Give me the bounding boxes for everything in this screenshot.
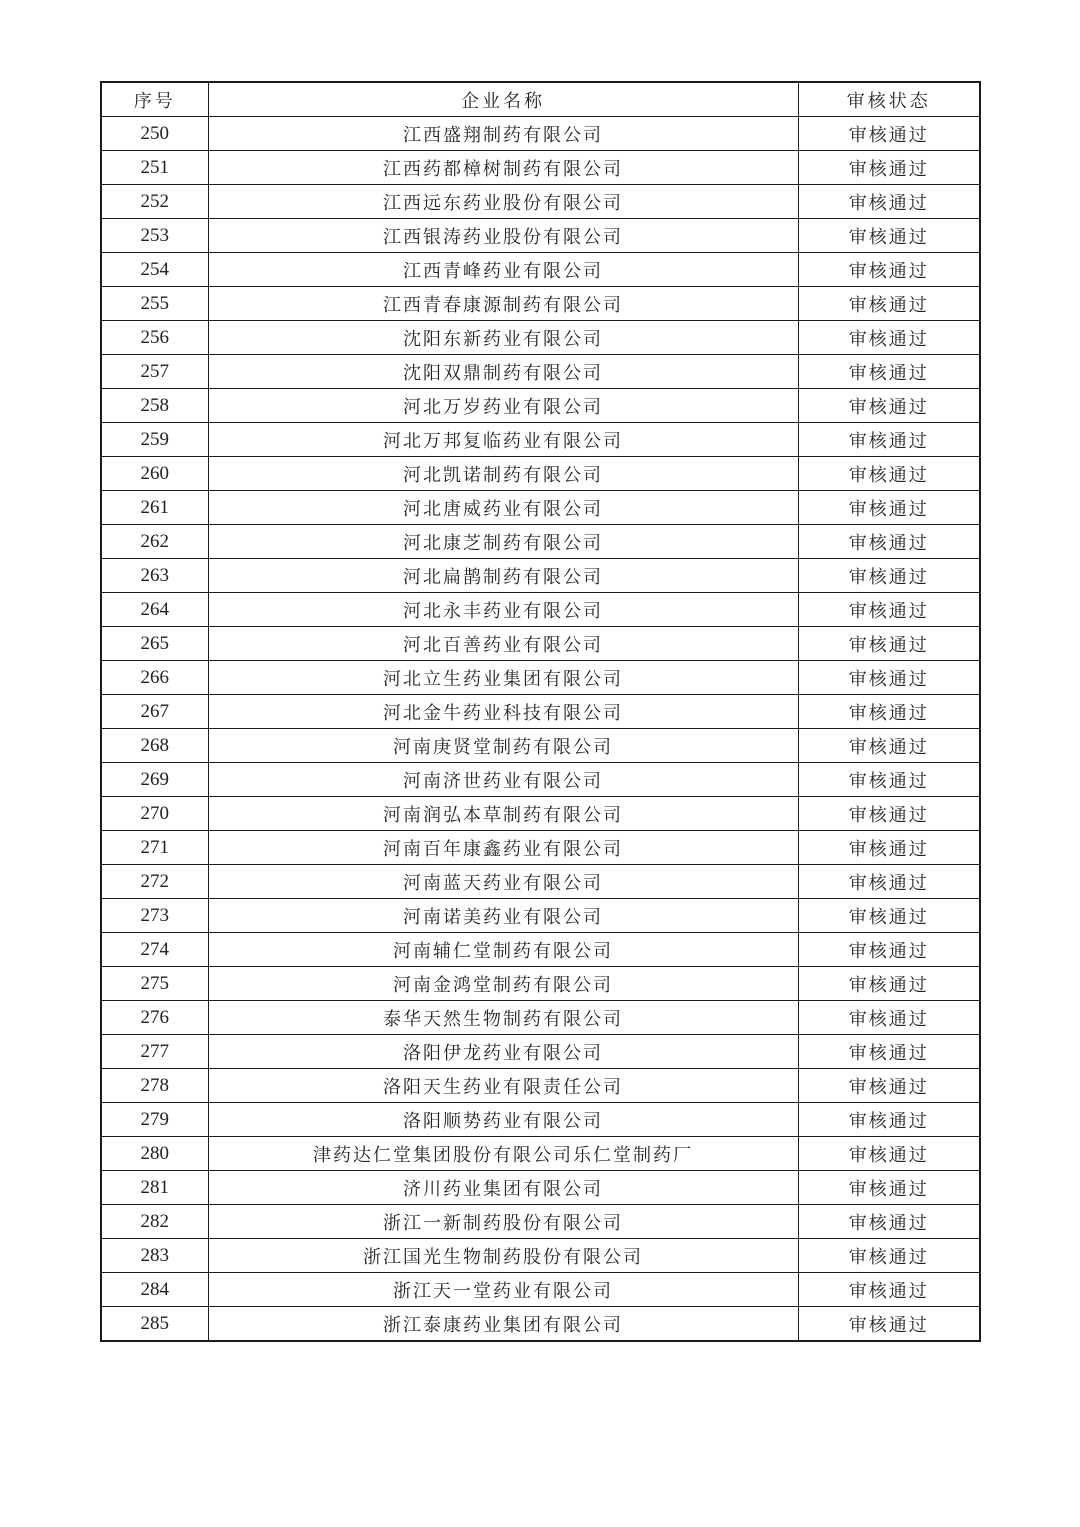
review-status-cell: 审核通过 bbox=[798, 253, 980, 287]
table-row bbox=[101, 287, 980, 321]
company-name-cell: 浙江国光生物制药股份有限公司 bbox=[208, 1239, 798, 1273]
table-row bbox=[101, 185, 980, 219]
serial-number-cell: 272 bbox=[101, 865, 208, 899]
review-status-cell: 审核通过 bbox=[798, 661, 980, 695]
company-name-cell: 浙江天一堂药业有限公司 bbox=[208, 1273, 798, 1307]
serial-number-cell: 258 bbox=[101, 389, 208, 423]
serial-number-cell: 262 bbox=[101, 525, 208, 559]
serial-number-cell: 269 bbox=[101, 763, 208, 797]
review-status-cell: 审核通过 bbox=[798, 491, 980, 525]
company-name-cell: 洛阳天生药业有限责任公司 bbox=[208, 1069, 798, 1103]
serial-number-cell: 275 bbox=[101, 967, 208, 1001]
serial-number-cell: 260 bbox=[101, 457, 208, 491]
serial-number-cell: 268 bbox=[101, 729, 208, 763]
company-name-cell: 江西银涛药业股份有限公司 bbox=[208, 219, 798, 253]
table-row bbox=[101, 457, 980, 491]
review-status-cell: 审核通过 bbox=[798, 151, 980, 185]
review-status-cell: 审核通过 bbox=[798, 1137, 980, 1171]
serial-number-cell: 267 bbox=[101, 695, 208, 729]
review-status-cell: 审核通过 bbox=[798, 1001, 980, 1035]
review-status-cell: 审核通过 bbox=[798, 729, 980, 763]
table-row bbox=[101, 899, 980, 933]
review-status-cell: 审核通过 bbox=[798, 899, 980, 933]
review-status-cell: 审核通过 bbox=[798, 627, 980, 661]
table-row bbox=[101, 593, 980, 627]
serial-number-cell: 256 bbox=[101, 321, 208, 355]
review-status-cell: 审核通过 bbox=[798, 219, 980, 253]
serial-number-cell: 278 bbox=[101, 1069, 208, 1103]
company-name-cell: 河北唐威药业有限公司 bbox=[208, 491, 798, 525]
header-serial-number: 序号 bbox=[101, 82, 208, 117]
table-row bbox=[101, 831, 980, 865]
serial-number-cell: 263 bbox=[101, 559, 208, 593]
table-row bbox=[101, 423, 980, 457]
review-status-cell: 审核通过 bbox=[798, 933, 980, 967]
company-name-cell: 河南润弘本草制药有限公司 bbox=[208, 797, 798, 831]
company-name-cell: 洛阳伊龙药业有限公司 bbox=[208, 1035, 798, 1069]
serial-number-cell: 265 bbox=[101, 627, 208, 661]
table-row bbox=[101, 729, 980, 763]
review-status-cell: 审核通过 bbox=[798, 695, 980, 729]
table-row bbox=[101, 763, 980, 797]
table-row bbox=[101, 1035, 980, 1069]
company-name-cell: 济川药业集团有限公司 bbox=[208, 1171, 798, 1205]
company-name-cell: 河北百善药业有限公司 bbox=[208, 627, 798, 661]
company-name-cell: 河南辅仁堂制药有限公司 bbox=[208, 933, 798, 967]
table-row bbox=[101, 151, 980, 185]
header-company-name: 企业名称 bbox=[208, 82, 798, 117]
company-name-cell: 河北金牛药业科技有限公司 bbox=[208, 695, 798, 729]
review-status-cell: 审核通过 bbox=[798, 1273, 980, 1307]
serial-number-cell: 274 bbox=[101, 933, 208, 967]
review-status-cell: 审核通过 bbox=[798, 457, 980, 491]
review-status-cell: 审核通过 bbox=[798, 287, 980, 321]
table-row bbox=[101, 1103, 980, 1137]
table-row bbox=[101, 933, 980, 967]
table-row bbox=[101, 797, 980, 831]
company-name-cell: 江西远东药业股份有限公司 bbox=[208, 185, 798, 219]
company-name-cell: 河南庚贤堂制药有限公司 bbox=[208, 729, 798, 763]
review-status-cell: 审核通过 bbox=[798, 1307, 980, 1342]
serial-number-cell: 270 bbox=[101, 797, 208, 831]
review-status-cell: 审核通过 bbox=[798, 559, 980, 593]
company-review-table bbox=[100, 81, 981, 1342]
table-row bbox=[101, 1171, 980, 1205]
review-status-cell: 审核通过 bbox=[798, 1171, 980, 1205]
serial-number-cell: 264 bbox=[101, 593, 208, 627]
review-status-cell: 审核通过 bbox=[798, 593, 980, 627]
serial-number-cell: 257 bbox=[101, 355, 208, 389]
table-header bbox=[101, 82, 980, 117]
serial-number-cell: 261 bbox=[101, 491, 208, 525]
company-name-cell: 河北永丰药业有限公司 bbox=[208, 593, 798, 627]
company-name-cell: 河北立生药业集团有限公司 bbox=[208, 661, 798, 695]
serial-number-cell: 282 bbox=[101, 1205, 208, 1239]
table-row bbox=[101, 627, 980, 661]
review-status-cell: 审核通过 bbox=[798, 1205, 980, 1239]
company-name-cell: 江西药都樟树制药有限公司 bbox=[208, 151, 798, 185]
review-status-cell: 审核通过 bbox=[798, 117, 980, 151]
table-row bbox=[101, 321, 980, 355]
serial-number-cell: 283 bbox=[101, 1239, 208, 1273]
company-name-cell: 津药达仁堂集团股份有限公司乐仁堂制药厂 bbox=[208, 1137, 798, 1171]
review-status-cell: 审核通过 bbox=[798, 1035, 980, 1069]
serial-number-cell: 277 bbox=[101, 1035, 208, 1069]
table-row bbox=[101, 1239, 980, 1273]
review-status-cell: 审核通过 bbox=[798, 797, 980, 831]
table-row bbox=[101, 525, 980, 559]
serial-number-cell: 273 bbox=[101, 899, 208, 933]
review-status-cell: 审核通过 bbox=[798, 1103, 980, 1137]
table-row bbox=[101, 117, 980, 151]
serial-number-cell: 250 bbox=[101, 117, 208, 151]
company-name-cell: 河北万岁药业有限公司 bbox=[208, 389, 798, 423]
company-name-cell: 江西青峰药业有限公司 bbox=[208, 253, 798, 287]
serial-number-cell: 284 bbox=[101, 1273, 208, 1307]
table-row bbox=[101, 253, 980, 287]
table-row bbox=[101, 1001, 980, 1035]
review-status-cell: 审核通过 bbox=[798, 389, 980, 423]
company-name-cell: 河南蓝天药业有限公司 bbox=[208, 865, 798, 899]
serial-number-cell: 253 bbox=[101, 219, 208, 253]
company-name-cell: 洛阳顺势药业有限公司 bbox=[208, 1103, 798, 1137]
company-name-cell: 河南诺美药业有限公司 bbox=[208, 899, 798, 933]
serial-number-cell: 279 bbox=[101, 1103, 208, 1137]
company-name-cell: 江西青春康源制药有限公司 bbox=[208, 287, 798, 321]
review-status-cell: 审核通过 bbox=[798, 355, 980, 389]
review-status-cell: 审核通过 bbox=[798, 525, 980, 559]
table-row bbox=[101, 865, 980, 899]
company-name-cell: 浙江泰康药业集团有限公司 bbox=[208, 1307, 798, 1342]
serial-number-cell: 266 bbox=[101, 661, 208, 695]
company-name-cell: 河北扁鹊制药有限公司 bbox=[208, 559, 798, 593]
serial-number-cell: 280 bbox=[101, 1137, 208, 1171]
table-row bbox=[101, 1307, 980, 1342]
company-name-cell: 浙江一新制药股份有限公司 bbox=[208, 1205, 798, 1239]
serial-number-cell: 285 bbox=[101, 1307, 208, 1342]
review-status-cell: 审核通过 bbox=[798, 1069, 980, 1103]
serial-number-cell: 252 bbox=[101, 185, 208, 219]
table-row bbox=[101, 967, 980, 1001]
review-status-cell: 审核通过 bbox=[798, 831, 980, 865]
company-name-cell: 河北凯诺制药有限公司 bbox=[208, 457, 798, 491]
table-row bbox=[101, 1273, 980, 1307]
review-status-cell: 审核通过 bbox=[798, 185, 980, 219]
review-status-cell: 审核通过 bbox=[798, 865, 980, 899]
table-row bbox=[101, 355, 980, 389]
company-name-cell: 泰华天然生物制药有限公司 bbox=[208, 1001, 798, 1035]
table-row bbox=[101, 491, 980, 525]
company-name-cell: 河北康芝制药有限公司 bbox=[208, 525, 798, 559]
company-name-cell: 河北万邦复临药业有限公司 bbox=[208, 423, 798, 457]
table-row bbox=[101, 695, 980, 729]
table-row bbox=[101, 661, 980, 695]
review-status-cell: 审核通过 bbox=[798, 1239, 980, 1273]
serial-number-cell: 259 bbox=[101, 423, 208, 457]
company-name-cell: 河南济世药业有限公司 bbox=[208, 763, 798, 797]
review-status-cell: 审核通过 bbox=[798, 321, 980, 355]
table-row bbox=[101, 559, 980, 593]
table-body bbox=[101, 117, 980, 1342]
company-name-cell: 沈阳双鼎制药有限公司 bbox=[208, 355, 798, 389]
review-status-cell: 审核通过 bbox=[798, 967, 980, 1001]
table-row bbox=[101, 389, 980, 423]
company-name-cell: 江西盛翔制药有限公司 bbox=[208, 117, 798, 151]
company-name-cell: 河南金鸿堂制药有限公司 bbox=[208, 967, 798, 1001]
table-row bbox=[101, 1069, 980, 1103]
serial-number-cell: 276 bbox=[101, 1001, 208, 1035]
review-status-cell: 审核通过 bbox=[798, 423, 980, 457]
serial-number-cell: 271 bbox=[101, 831, 208, 865]
serial-number-cell: 281 bbox=[101, 1171, 208, 1205]
table-row bbox=[101, 219, 980, 253]
serial-number-cell: 255 bbox=[101, 287, 208, 321]
header-review-status: 审核状态 bbox=[798, 82, 980, 117]
table-row bbox=[101, 1205, 980, 1239]
company-name-cell: 沈阳东新药业有限公司 bbox=[208, 321, 798, 355]
serial-number-cell: 254 bbox=[101, 253, 208, 287]
serial-number-cell: 251 bbox=[101, 151, 208, 185]
company-name-cell: 河南百年康鑫药业有限公司 bbox=[208, 831, 798, 865]
table-row bbox=[101, 1137, 980, 1171]
header-row bbox=[101, 82, 980, 117]
review-status-cell: 审核通过 bbox=[798, 763, 980, 797]
